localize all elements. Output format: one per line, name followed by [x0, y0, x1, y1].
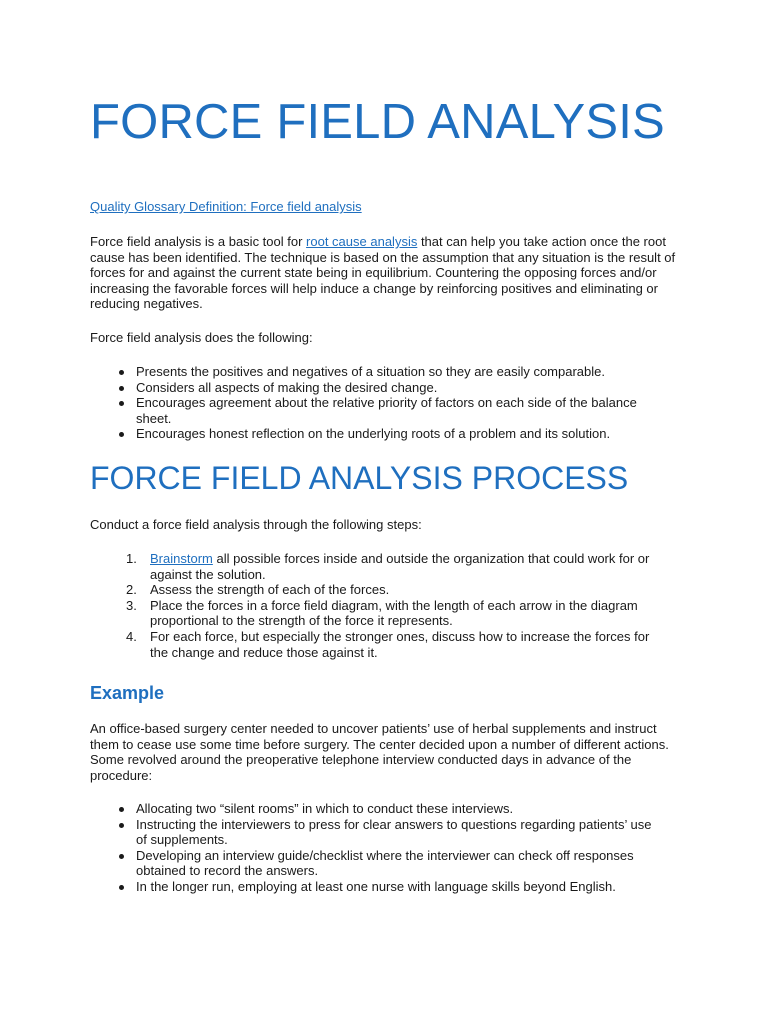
step-number: 2.: [126, 582, 137, 598]
example-heading: Example: [90, 683, 165, 703]
step-number: 3.: [126, 597, 137, 613]
does-intro-text: Force field analysis does the following:: [90, 330, 313, 345]
step-item: [126, 598, 666, 629]
process-heading: FORCE FIELD ANALYSIS PROCESS: [90, 460, 629, 496]
list-item: Developing an interview guide/checklist where the interviewer can check off responses obtained to record the answers.: [116, 848, 661, 879]
step-text: Place the forces in a force field diagram, with the length of each arrow in the diagram proportional to the strength of the force it represents.: [150, 597, 638, 629]
list-item: Allocating two “silent rooms” in which to conduct these interviews.: [116, 801, 661, 817]
list-item: Encourages agreement about the relative priority of factors on each side of the balance sheet.: [116, 395, 661, 426]
example-list: [116, 801, 661, 895]
brainstorm-link[interactable]: Brainstorm: [150, 551, 213, 566]
page-title: FORCE FIELD ANALYSIS: [90, 95, 665, 149]
list-item: Presents the positives and negatives of a situation so they are easily comparable.: [116, 364, 661, 380]
intro-text-after: that can help you take action once the root cause has been identified. The technique is based on the assumption that any situation is the result of forces for and against the current state being in equilibrium. Countering the opposing forces and/or increasing the favorable forces will help induce a change by reinforcing positives and eliminating or reducing negatives.: [90, 234, 676, 312]
example-paragraph: An office-based surgery center needed to uncover patients’ use of herbal supplements and instruct them to cease use some time before surgery. The center decided upon a number of different actions. Some revolved around the preoperative telephone interview conducted days in advance of the procedure:: [90, 721, 669, 783]
glossary-definition-link[interactable]: Quality Glossary Definition: Force field analysis: [90, 199, 362, 214]
steps-list: [126, 551, 666, 660]
does-list: [116, 364, 661, 442]
root-cause-analysis-link[interactable]: root cause analysis: [306, 234, 418, 249]
list-item: In the longer run, employing at least one nurse with language skills beyond English.: [116, 879, 661, 895]
process-intro-text: Conduct a force field analysis through the following steps:: [90, 517, 422, 532]
list-item: Instructing the interviewers to press for clear answers to questions regarding patients’ use of supplements.: [116, 817, 661, 848]
step-text: For each force, but especially the stronger ones, discuss how to increase the forces for the change and reduce those against it.: [150, 628, 650, 660]
intro-paragraph: [90, 234, 680, 312]
step-item: [126, 551, 666, 582]
list-item: Encourages honest reflection on the underlying roots of a problem and its solution.: [116, 426, 661, 442]
step-item: [126, 582, 666, 598]
step-number: 1.: [126, 551, 137, 566]
list-item: Considers all aspects of making the desired change.: [116, 380, 661, 396]
intro-text-before: Force field analysis is a basic tool for: [90, 234, 307, 249]
step-item: [126, 629, 666, 660]
step-text: all possible forces inside and outside the organization that could work for or against the solution.: [150, 551, 650, 582]
step-number: 4.: [126, 628, 137, 644]
step-text: Assess the strength of each of the forces.: [150, 582, 390, 598]
